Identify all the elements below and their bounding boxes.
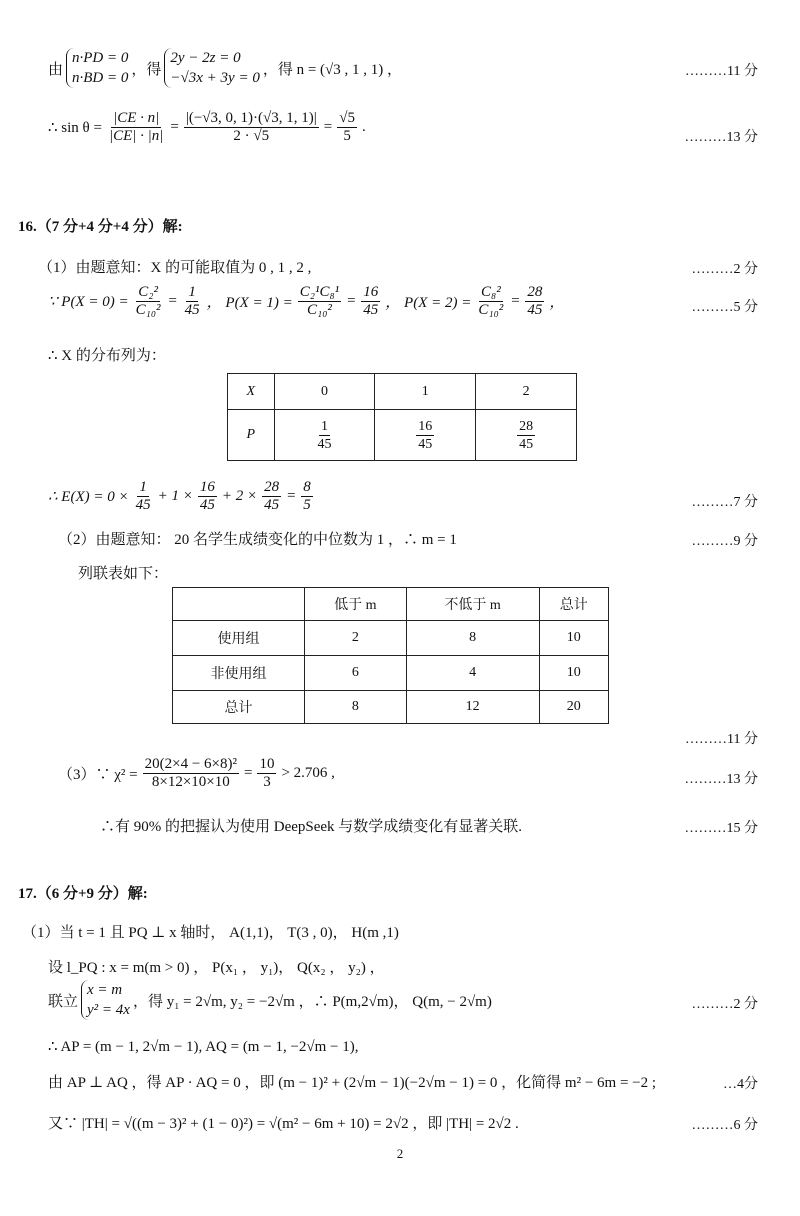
score-label: ………7 分 [691, 495, 758, 510]
text: ∵ P(X = 0) = [48, 294, 129, 310]
text: ∴ E(X) = 0 × [48, 489, 129, 505]
numerator: 28 [527, 284, 543, 300]
text: ，得 y₁ = 2√m, y₂ = −2√m ，∴ P(m,2√m)， Q(m, − 2√m) [132, 993, 492, 1010]
score-label: ………6 分 [691, 1118, 758, 1133]
score-label: ………13 分 [684, 772, 758, 787]
conclusion: ∴有 90% 的把握认为使用 DeepSeek 与数学成绩变化有显著关联. [100, 819, 523, 835]
equation: y² = 4x [87, 1002, 130, 1018]
expectation-line [48, 479, 315, 514]
distribution-title: ∴ X 的分布列为： [48, 348, 166, 364]
text: ∴ sin θ = [48, 120, 102, 136]
denominator: 8×12×10×10 [151, 774, 230, 790]
numerator: 28 [264, 479, 280, 495]
q15-normal-vector-line [48, 48, 402, 88]
equation: n·BD = 0 [72, 70, 129, 86]
fraction [301, 479, 313, 514]
fraction [198, 479, 217, 514]
numerator: 1 [139, 479, 147, 495]
contingency-table [172, 587, 609, 724]
fraction [517, 418, 535, 453]
score-label: ………9 分 [691, 534, 758, 549]
table-cell [375, 410, 476, 461]
table-header: 0 [274, 374, 375, 410]
table-cell: 8 [305, 691, 407, 724]
text: ， [549, 295, 565, 311]
table-row [173, 691, 609, 724]
numerator: C₂² [138, 284, 158, 300]
q16-part1: （1）由题意知：X 的可能取值为 0 , 1 , 2 , [38, 260, 312, 276]
text: > 2.706 , [281, 765, 335, 781]
denominator: 45 [363, 302, 379, 318]
fraction [476, 284, 505, 319]
table-cell: 8 [406, 621, 539, 656]
table-header: X [228, 374, 275, 410]
fraction [262, 479, 281, 514]
contingency-title: 列联表如下： [78, 566, 169, 582]
q17-line: 又∵ |TH| = √((m − 3)² + (1 − 0)²) = √(m² − 6m + 10) = 2√2 ，即 |TH| = 2√2 . [48, 1116, 519, 1132]
denominator: C₁₀² [306, 302, 332, 318]
fraction [257, 756, 276, 791]
text: ，得 n = (√3 , 1 , 1) ， [262, 61, 403, 78]
q17-line: 由 AP ⊥ AQ ，得 AP · AQ = 0 ，即 (m − 1)² + (2√m − 1)(−2√m − 1) = 0 ，化简得 m² − 6m = −2 ; [48, 1075, 657, 1091]
table-cell [274, 410, 375, 461]
score-label: …4分 [723, 1077, 758, 1092]
text: ， P(X = 1) = [206, 295, 293, 311]
table-header: 低于 m [305, 588, 407, 621]
text: = [170, 119, 179, 135]
q17-line: （1）当 t = 1 且 PQ ⊥ x 轴时， A(1,1)， T(3 , 0)， H(m ,1) [22, 925, 399, 941]
numerator: 16 [363, 284, 379, 300]
q17-system-line [48, 980, 492, 1020]
fraction [525, 284, 544, 319]
denominator: 45 [527, 302, 543, 318]
text: = [323, 119, 333, 135]
text: 联立 [48, 993, 79, 1010]
table-header: 2 [476, 374, 577, 410]
q16-probabilities [48, 284, 564, 319]
fraction [183, 284, 202, 319]
text: ， P(X = 2) = [385, 295, 472, 311]
table-cell: 12 [406, 691, 539, 724]
q17-line: 设 l_PQ : x = m(m > 0) ， P(x₁ ， y₁)， Q(x₂ ， y₂) ， [48, 960, 385, 976]
denominator: 3 [263, 774, 271, 790]
distribution-table [227, 373, 577, 461]
table-header: 总计 [539, 588, 608, 621]
table-row [228, 410, 577, 461]
fraction [184, 110, 319, 145]
table-cell: 4 [406, 656, 539, 691]
fraction [143, 756, 239, 791]
denominator: 45 [519, 436, 534, 452]
table-row [228, 374, 577, 410]
table-cell: 2 [305, 621, 407, 656]
score-label: ………15 分 [684, 821, 758, 836]
table-cell: P [228, 410, 275, 461]
numerator: 8 [303, 479, 311, 495]
fraction [298, 284, 341, 319]
table-row [173, 621, 609, 656]
text: 由 [48, 61, 64, 78]
denominator: 45 [317, 436, 332, 452]
equation: 2y − 2z = 0 [170, 50, 241, 66]
table-cell [476, 410, 577, 461]
equation-system [81, 980, 130, 1020]
text: + 2 × [221, 488, 258, 504]
q17-line: ∴ AP = (m − 1, 2√m − 1), AQ = (m − 1, −2√m − 1), [48, 1039, 359, 1055]
numerator: 1 [188, 284, 196, 300]
numerator: C₈² [480, 284, 501, 300]
numerator: |CE · n| [113, 110, 160, 126]
score-label: ………2 分 [691, 262, 758, 277]
chi-square-line [58, 756, 335, 791]
text: = [244, 765, 253, 781]
table-cell: 非使用组 [173, 656, 305, 691]
table-cell: 10 [539, 621, 608, 656]
denominator: 5 [303, 497, 311, 513]
q16-part2: （2）由题意知： 20 名学生成绩变化的中位数为 1 ，∴ m = 1 [58, 532, 457, 548]
table-row [173, 588, 609, 621]
q17-header: 17.（6 分+9 分）解: [18, 886, 148, 902]
denominator: 5 [343, 128, 351, 144]
text: ，得 [131, 61, 162, 78]
denominator: C₁₀² [135, 302, 161, 318]
text: （3）∵ χ² = [58, 767, 138, 783]
fraction [134, 284, 163, 319]
fraction [416, 418, 434, 453]
text: . [361, 119, 366, 135]
table-cell: 6 [305, 656, 407, 691]
page-number: 2 [396, 1146, 404, 1161]
fraction [316, 418, 334, 453]
q15-sin-line [48, 110, 366, 145]
table-cell: 10 [539, 656, 608, 691]
score-label: ………2 分 [691, 997, 758, 1012]
table-cell: 20 [539, 691, 608, 724]
score-label: ………13 分 [684, 130, 758, 145]
fraction [361, 284, 380, 319]
text: + 1 × [157, 488, 193, 504]
text: = [510, 293, 521, 309]
numerator: 16 [418, 418, 433, 434]
denominator: 45 [418, 436, 433, 452]
numerator: 1 [321, 418, 328, 434]
numerator: √5 [339, 110, 355, 126]
denominator: C₁₀² [478, 302, 504, 318]
table-header: 不低于 m [406, 588, 539, 621]
numerator: 10 [259, 756, 275, 772]
table-header [173, 588, 305, 621]
text: = [346, 293, 357, 309]
fraction [107, 110, 165, 145]
fraction [134, 479, 153, 514]
denominator: 45 [199, 497, 215, 513]
score-label: ………11 分 [685, 64, 758, 79]
numerator: 16 [199, 479, 215, 495]
score-label: ………11 分 [685, 732, 758, 747]
equation: x = m [87, 982, 123, 998]
equation: −√3x + 3y = 0 [170, 70, 260, 86]
table-cell: 总计 [173, 691, 305, 724]
denominator: 45 [264, 497, 280, 513]
denominator: 45 [184, 302, 200, 318]
text: = [286, 488, 297, 504]
denominator: 2 · √5 [233, 128, 270, 144]
table-cell: 使用组 [173, 621, 305, 656]
equation-system [164, 48, 259, 88]
denominator: |CE| · |n| [108, 128, 164, 144]
table-row [173, 656, 609, 691]
denominator: 45 [135, 497, 151, 513]
equation-system [66, 48, 128, 88]
equation: n·PD = 0 [72, 50, 129, 66]
q16-header: 16.（7 分+4 分+4 分）解: [18, 219, 183, 235]
table-header: 1 [375, 374, 476, 410]
numerator: |(−√3, 0, 1)·(√3, 1, 1)| [185, 110, 317, 126]
text: = [167, 293, 178, 309]
fraction [337, 110, 357, 145]
numerator: 20(2×4 − 6×8)² [144, 756, 237, 772]
numerator: C₂¹C₈¹ [299, 284, 340, 300]
score-label: ………5 分 [691, 300, 758, 315]
numerator: 28 [519, 418, 534, 434]
